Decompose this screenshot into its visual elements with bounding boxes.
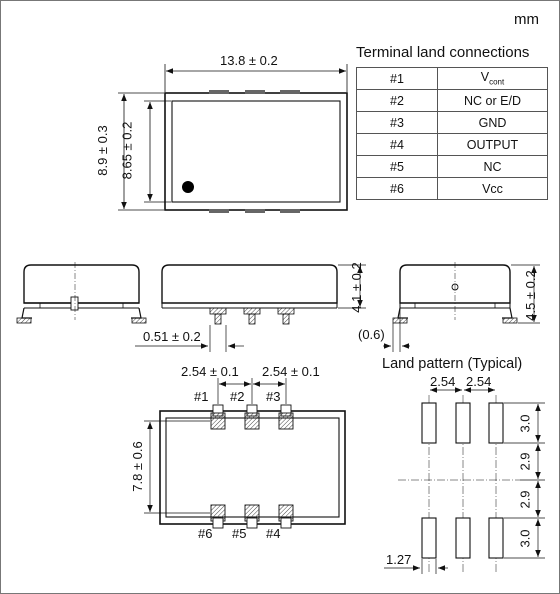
- right-side-view: [383, 262, 540, 352]
- land-pattern-title: Land pattern (Typical): [382, 356, 523, 372]
- top-inner-height-dim: 8.65 ± 0.2: [119, 121, 135, 180]
- pin-label-3: #3: [266, 389, 281, 404]
- table-row: [357, 68, 548, 90]
- left-side-view: [17, 262, 146, 323]
- pin-label-6: #6: [198, 526, 213, 541]
- unit-label: mm: [514, 11, 539, 28]
- land-pad-length-bottom: 3.0: [517, 529, 533, 548]
- pin-cell: #5: [357, 156, 438, 178]
- land-pitch-1: 2.54: [430, 374, 456, 389]
- function-cell: NC: [438, 156, 548, 178]
- bottom-view: [144, 378, 345, 528]
- function-cell: OUTPUT: [438, 134, 548, 156]
- pad-width-dim: 0.51 ± 0.2: [143, 329, 201, 344]
- terminal-table-title: Terminal land connections: [356, 44, 530, 61]
- table-row: [357, 90, 548, 112]
- function-cell: GND: [438, 112, 548, 134]
- pin-cell: #3: [357, 112, 438, 134]
- function-cell: NC or E/D: [438, 90, 548, 112]
- land-gap-bottom: 2.9: [517, 490, 533, 509]
- pin-label-2: #2: [230, 389, 245, 404]
- land-pad-length-top: 3.0: [517, 414, 533, 433]
- lead-dim: (0.6): [358, 327, 385, 342]
- table-row: [357, 134, 548, 156]
- top-width-dim: 13.8 ± 0.2: [220, 53, 278, 68]
- pin-label-5: #5: [232, 526, 247, 541]
- top-view: [118, 64, 347, 213]
- pin-cell: #4: [357, 134, 438, 156]
- pin-cell: #2: [357, 90, 438, 112]
- function-cell: Vcc: [438, 178, 548, 200]
- pin-cell: #6: [357, 178, 438, 200]
- pad-span-dim: 7.8 ± 0.6: [129, 441, 145, 492]
- top-outer-height-dim: 8.9 ± 0.3: [94, 125, 110, 176]
- body-height-dim: 4.1 ± 0.2: [348, 262, 364, 313]
- table-row: [357, 112, 548, 134]
- pitch-right-dim: 2.54 ± 0.1: [262, 364, 320, 379]
- table-row: [357, 178, 548, 200]
- pitch-left-dim: 2.54 ± 0.1: [181, 364, 239, 379]
- total-height-dim: 4.5 ± 0.2: [522, 270, 538, 321]
- table-row: [357, 156, 548, 178]
- function-cell: $V_{cont}$: [438, 68, 548, 90]
- pin-label-4: #4: [266, 526, 281, 541]
- pin-cell: #1: [357, 68, 438, 90]
- land-pad-width: 1.27: [386, 552, 412, 567]
- land-gap-top: 2.9: [517, 452, 533, 471]
- terminal-table: [356, 67, 548, 200]
- pin-label-1: #1: [194, 389, 209, 404]
- land-pitch-2: 2.54: [466, 374, 492, 389]
